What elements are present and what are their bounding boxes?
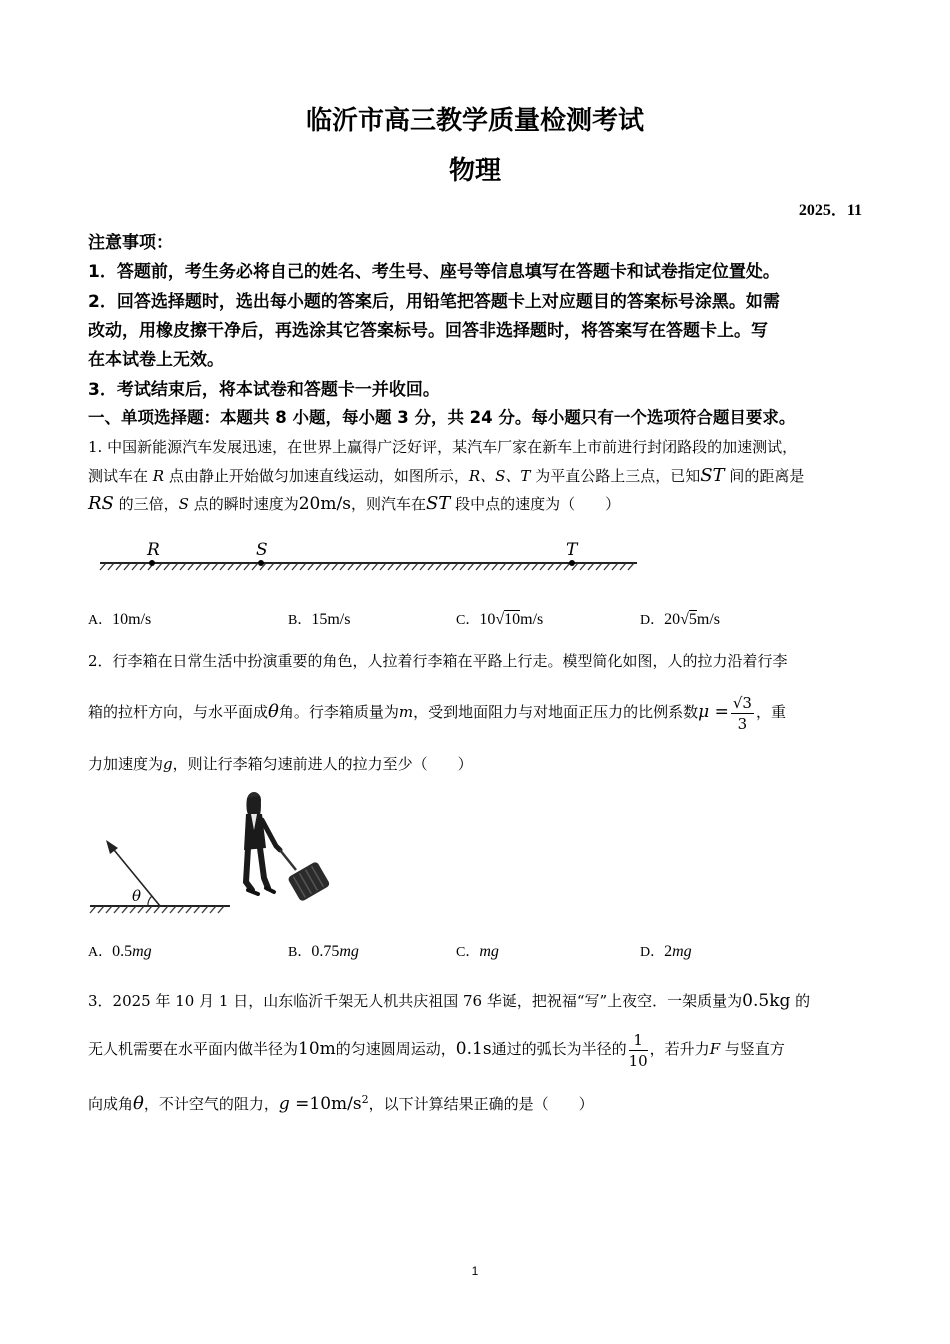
point-r	[149, 560, 155, 566]
q1-road-figure	[96, 535, 641, 580]
label-s: S	[256, 540, 268, 560]
ground-hatch	[284, 563, 290, 570]
exam-date: 2025．11	[798, 202, 862, 219]
ground-hatch	[300, 563, 306, 570]
q1-line-2: 测试车在 R 点由静止开始做匀加速直线运动，如图所示，R、S、T 为平直公路上三点，已知ST 间的距离是	[88, 465, 805, 486]
point-t	[569, 560, 575, 566]
ground-hatch	[186, 906, 192, 913]
ground-hatch	[194, 906, 200, 913]
ground-hatch	[180, 563, 186, 570]
ground-hatch	[428, 563, 434, 570]
ground-hatch	[276, 563, 282, 570]
ground-hatch	[268, 563, 274, 570]
ground-hatch	[124, 563, 130, 570]
ground-hatch	[220, 563, 226, 570]
q1-line-1: 1. 中国新能源汽车发展迅速，在世界上赢得广泛好评，某汽车厂家在新车上市前进行封闭路段的加速测试，	[88, 438, 798, 456]
q2-option-b[interactable]: B．0.75mg	[288, 943, 359, 960]
q3-line-3: 向成角θ，不计空气的阻力，$g =10m/s^2$，以下计算结果正确的是（ ）	[88, 1093, 594, 1114]
q2-line-3: 力加速度为g，则让行李箱匀速前进人的拉力至少（ ）	[88, 755, 473, 773]
q1-option-c[interactable]: C．10√10m/s	[456, 611, 544, 628]
ground-hatch	[236, 563, 242, 570]
ground-hatch	[500, 563, 506, 570]
ground-hatch	[156, 563, 162, 570]
q1-option-a[interactable]: A．10m/s	[88, 611, 152, 628]
ground-hatch	[316, 563, 322, 570]
ground-hatch	[436, 563, 442, 570]
notice-item-2-line-3: 在本试卷上无效。	[88, 350, 224, 370]
q3-line-2: 无人机需要在水平面内做半径为10m的匀速圆周运动，0.1s通过的弧长为半径的 $\frac{1}{10}$ ，若升力F 与竖直方	[88, 1030, 785, 1070]
ground-hatch	[106, 906, 112, 913]
ground-hatch	[412, 563, 418, 570]
label-r: R	[147, 540, 160, 560]
page-number: 1	[471, 1264, 479, 1278]
subject-title: 物理	[448, 156, 501, 186]
ground-hatch	[556, 563, 562, 570]
q2-line-1: 2．行李箱在日常生活中扮演重要的角色，人拉着行李箱在平路上行走。模型简化如图，人的拉力沿着行李	[88, 652, 788, 670]
ground-hatch	[172, 563, 178, 570]
section-1-heading: 一、单项选择题：本题共 8 小题，每小题 3 分，共 24 分。每小题只有一个选项符合题目要求。	[88, 408, 796, 427]
ground-hatch	[444, 563, 450, 570]
ground-hatch	[170, 906, 176, 913]
ground-hatch	[204, 563, 210, 570]
ground-hatch	[114, 906, 120, 913]
q2-option-c[interactable]: C．mg	[456, 943, 499, 960]
ground-hatch	[564, 563, 570, 570]
ground-hatch	[348, 563, 354, 570]
ground-hatch	[332, 563, 338, 570]
ground-hatch	[130, 906, 136, 913]
label-t: T	[566, 540, 578, 560]
ground-hatch	[508, 563, 514, 570]
ground-hatch	[178, 906, 184, 913]
notice-item-1: 1．答题前，考生务必将自己的姓名、考生号、座号等信息填写在答题卡和试卷指定位置处。	[88, 262, 780, 282]
q1-line-3: RS 的三倍，S 点的瞬时速度为20m/s，则汽车在ST 段中点的速度为（ ）	[88, 493, 621, 514]
exam-title: 临沂市高三教学质量检测考试	[305, 106, 644, 136]
ground-hatch	[548, 563, 554, 570]
ground-hatch	[588, 563, 594, 570]
ground-hatch	[98, 906, 104, 913]
ground-hatch	[404, 563, 410, 570]
ground-hatch	[132, 563, 138, 570]
ground-hatch	[244, 563, 250, 570]
ground-hatch	[476, 563, 482, 570]
ground-hatch	[324, 563, 330, 570]
ground-hatch	[146, 906, 152, 913]
ground-hatch	[140, 563, 146, 570]
ground-hatch	[372, 563, 378, 570]
ground-hatch	[228, 563, 234, 570]
ground-hatch	[364, 563, 370, 570]
ground-hatch	[210, 906, 216, 913]
ground-hatch	[516, 563, 522, 570]
label-theta: θ	[132, 887, 142, 905]
ground-hatch	[90, 906, 96, 913]
ground-hatch	[612, 563, 618, 570]
ground-hatch	[380, 563, 386, 570]
q3-line-1: 3．2025 年 10 月 1 日，山东临沂千架无人机共庆祖国 76 华诞，把祝福“写”上夜空．一架质量为0.5kg 的	[88, 991, 811, 1011]
q2-option-d[interactable]: D．2mg	[640, 943, 692, 960]
notice-heading: 注意事项：	[88, 233, 173, 253]
ground-hatch	[420, 563, 426, 570]
ground-hatch	[532, 563, 538, 570]
ground-hatch	[196, 563, 202, 570]
ground-hatch	[164, 563, 170, 570]
ground-hatch	[202, 906, 208, 913]
q2-option-a[interactable]: A．0.5mg	[88, 943, 152, 960]
ground-hatch	[122, 906, 128, 913]
ground-hatch	[162, 906, 168, 913]
q1-option-b[interactable]: B．15m/s	[288, 611, 351, 628]
ground-hatch	[540, 563, 546, 570]
ground-hatch	[596, 563, 602, 570]
ground-hatch	[308, 563, 314, 570]
notice-item-2-line-2: 改动，用橡皮擦干净后，再选涂其它答案标号。回答非选择题时，将答案写在答题卡上。写	[88, 321, 768, 341]
ground-hatch	[154, 906, 160, 913]
ground-hatch	[580, 563, 586, 570]
ground-hatch	[460, 563, 466, 570]
ground-hatch	[628, 563, 634, 570]
ground-hatch	[492, 563, 498, 570]
q1-option-d[interactable]: D．20√5m/s	[640, 611, 721, 628]
ground-hatch	[484, 563, 490, 570]
ground-hatch	[212, 563, 218, 570]
ground-hatch	[396, 563, 402, 570]
ground-hatch	[388, 563, 394, 570]
point-s	[258, 560, 264, 566]
ground-hatch	[218, 906, 224, 913]
woman-with-luggage-illustration	[232, 790, 332, 905]
ground-hatch	[188, 563, 194, 570]
ground-hatch	[356, 563, 362, 570]
ground-hatch	[604, 563, 610, 570]
notice-item-2-line-1: 2．回答选择题时，选出每小题的答案后，用铅笔把答题卡上对应题目的答案标号涂黑。如需	[88, 292, 780, 312]
notice-item-3: 3．考试结束后，将本试卷和答题卡一并收回。	[88, 380, 440, 400]
ground-hatch	[620, 563, 626, 570]
ground-hatch	[100, 563, 106, 570]
ground-hatch	[468, 563, 474, 570]
ground-hatch	[108, 563, 114, 570]
ground-hatch	[524, 563, 530, 570]
ground-hatch	[252, 563, 258, 570]
ground-hatch	[138, 906, 144, 913]
q2-angle-figure	[88, 836, 238, 916]
ground-hatch	[116, 563, 122, 570]
ground-hatch	[292, 563, 298, 570]
q2-line-2: 箱的拉杆方向，与水平面成θ角。行李箱质量为m，受到地面阻力与对地面正压力的比例系数μ = $\frac{√3}{3}$ ，重	[88, 693, 786, 733]
ground-hatch	[340, 563, 346, 570]
ground-hatch	[452, 563, 458, 570]
